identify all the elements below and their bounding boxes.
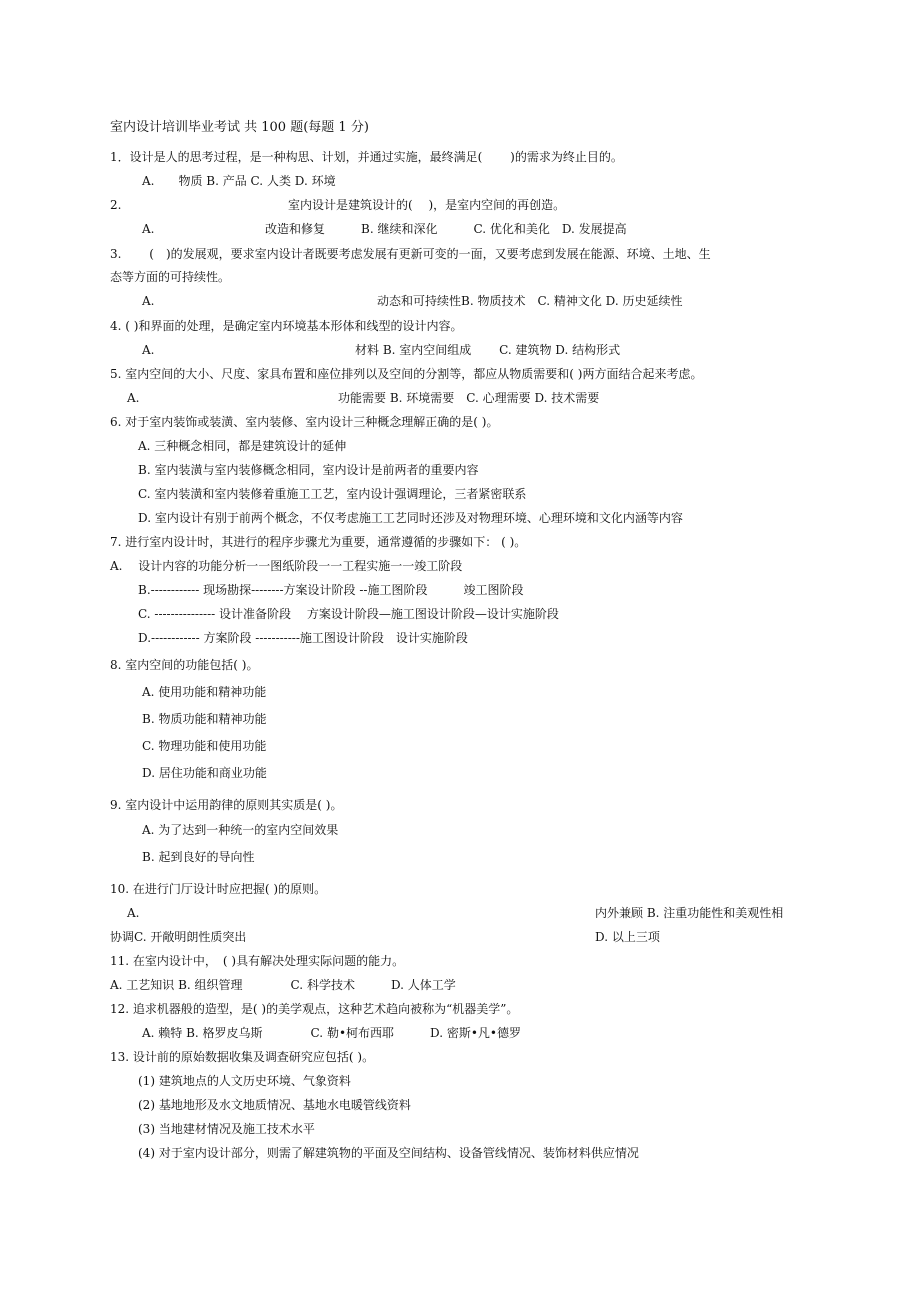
question-6-option-d: D. 室内设计有别于前两个概念，不仅考虑施工工艺同时还涉及对物理环境、心理环境和文化内涵等内容 [138,511,683,525]
question-9-option-b: B. 起到良好的导向性 [142,850,255,864]
question-1-options: A. 物质 B. 产品 C. 人类 D. 环境 [142,174,336,188]
question-13-item-3: (3) 当地建材情况及施工技术水平 [138,1122,315,1136]
question-7-option-a: A. 设计内容的功能分析一一图纸阶段一一工程实施一一竣工阶段 [110,559,463,573]
question-13-item-4: (4) 对于室内设计部分，则需了解建筑物的平面及空间结构、设备管线情况、装饰材料供应情况 [138,1146,639,1160]
question-7-option-c: C. --------------- 设计准备阶段 方案设计阶段—施工图设计阶段—设计实施阶段 [138,607,559,621]
question-2-options: 改造和修复 B. 继续和深化 C. 优化和美化 D. 发展提高 [265,222,627,236]
question-10-options: 内外兼顾 B. 注重功能性和美观性相 [595,906,784,920]
question-5-options: 功能需要 B. 环境需要 C. 心理需要 D. 技术需要 [338,391,600,405]
question-2-option-label: A. [142,222,155,236]
question-4-options: 材料 B. 室内空间组成 C. 建筑物 D. 结构形式 [355,343,621,357]
question-10-option-label: A. [127,906,140,920]
question-12-stem: 12. 追求机器般的造型，是( )的美学观点，这种艺术趋向被称为“机器美学”。 [110,1002,519,1016]
question-3-option-label: A. [142,294,155,308]
question-7-stem: 7. 进行室内设计时，其进行的程序步骤尤为重要，通常遵循的步骤如下： ( )。 [110,535,527,549]
question-13-stem: 13. 设计前的原始数据收集及调查研究应包括( )。 [110,1050,375,1064]
question-2-number: 2. [110,198,122,212]
question-6-option-a: A. 三种概念相同，都是建筑设计的延伸 [138,439,347,453]
question-8-stem: 8. 室内空间的功能包括( )。 [110,658,259,672]
question-3-stem-cont: 态等方面的可持续性。 [110,270,231,284]
question-3-stem: 3. ( )的发展观，要求室内设计者既要考虑发展有更新可变的一面，又要考虑到发展在能源、环境、土地、生 [110,247,711,261]
exam-title: 室内设计培训毕业考试 共 100 题(每题 1 分) [110,120,369,135]
question-3-options: 动态和可持续性B. 物质技术 C. 精神文化 D. 历史延续性 [377,294,683,308]
question-13-item-1: (1) 建筑地点的人文历史环境、气象资料 [138,1074,351,1088]
question-11-options: A. 工艺知识 B. 组织管理 C. 科学技术 D. 人体工学 [110,978,456,992]
question-9-option-a: A. 为了达到一种统一的室内空间效果 [142,823,339,837]
question-8-option-b: B. 物质功能和精神功能 [142,712,267,726]
question-6-option-b: B. 室内装潢与室内装修概念相同，室内设计是前两者的重要内容 [138,463,479,477]
question-4-option-label: A. [142,343,155,357]
question-10-option-d: D. 以上三项 [595,930,660,944]
question-8-option-a: A. 使用功能和精神功能 [142,685,267,699]
question-8-option-c: C. 物理功能和使用功能 [142,739,267,753]
question-7-option-b: B.------------ 现场勘探--------方案设计阶段 --施工图阶段 竣工图阶段 [138,583,524,597]
question-7-option-d: D.------------ 方案阶段 -----------施工图设计阶段 设计实施阶段 [138,631,468,645]
question-2-stem: 室内设计是建筑设计的( )，是室内空间的再创造。 [288,198,566,212]
question-5-option-label: A. [127,391,140,405]
question-8-option-d: D. 居住功能和商业功能 [142,766,267,780]
question-6-stem: 6. 对于室内装饰或装潢、室内装修、室内设计三种概念理解正确的是( )。 [110,415,499,429]
question-5-stem: 5. 室内空间的大小、尺度、家具布置和座位排列以及空间的分割等，都应从物质需要和( )两方面结合起来考虑。 [110,367,703,381]
question-12-options: A. 赖特 B. 格罗皮乌斯 C. 勒•柯布西耶 D. 密斯•凡•德罗 [142,1026,521,1040]
question-11-stem: 11. 在室内设计中， ( )具有解决处理实际问题的能力。 [110,954,405,968]
question-1-stem: 1．设计是人的思考过程，是一种构思、计划，并通过实施，最终满足( )的需求为终止目的。 [110,150,623,164]
question-13-item-2: (2) 基地地形及水文地质情况、基地水电暖管线资料 [138,1098,411,1112]
question-9-stem: 9. 室内设计中运用韵律的原则其实质是( )。 [110,798,343,812]
question-10-options-cont: 协调C. 开敞明朗性质突出 [110,930,247,944]
question-4-stem: 4. ( )和界面的处理，是确定室内环境基本形体和线型的设计内容。 [110,319,463,333]
question-6-option-c: C. 室内装潢和室内装修着重施工工艺，室内设计强调理论，三者紧密联系 [138,487,527,501]
question-10-stem: 10. 在进行门厅设计时应把握( )的原则。 [110,882,327,896]
